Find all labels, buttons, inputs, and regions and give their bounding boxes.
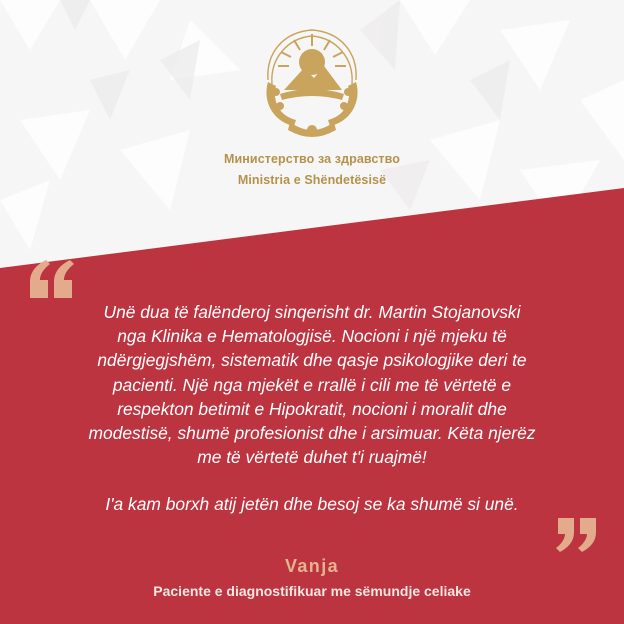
testimonial-line: respekton betimit e Hipokratit, nocioni i moralit dhe	[117, 398, 507, 419]
testimonial-line: me të vërtetë duhet t'i ruajmë!	[197, 447, 427, 468]
coat-of-arms-icon	[254, 22, 370, 140]
testimonial-line: pacienti. Një nga mjekët e rrallë i cili me të vërtetë e	[112, 374, 512, 395]
testimonial-closing-line: I'a kam borxh atij jetën dhe besoj se ka shumë si unë.	[105, 494, 519, 515]
ministry-name-albanian: Ministria e Shëndetësisë	[237, 173, 387, 187]
testimonial-text	[30, 300, 594, 517]
author-description: Paciente e diagnostifikuar me sëmundje celiake	[153, 583, 471, 599]
ministry-name-macedonian: Министерство за здравство	[223, 152, 400, 166]
open-quote-icon	[28, 258, 74, 304]
testimonial-line: modestisë, shumë profesionist dhe i arsimuar. Këta njerëz	[88, 423, 536, 444]
author-name: Vanja	[284, 556, 340, 576]
close-quote-icon	[556, 514, 596, 554]
testimonial-line: nga Klinika e Hematologjisë. Nocioni i një mjeku të	[117, 326, 507, 347]
testimonial-line: ndërgjegjshëm, sistematik dhe qasje psikologjike deri te	[97, 350, 527, 371]
testimonial-line: Unë dua të falënderoj sinqerisht dr. Martin Stojanovski	[103, 302, 521, 322]
